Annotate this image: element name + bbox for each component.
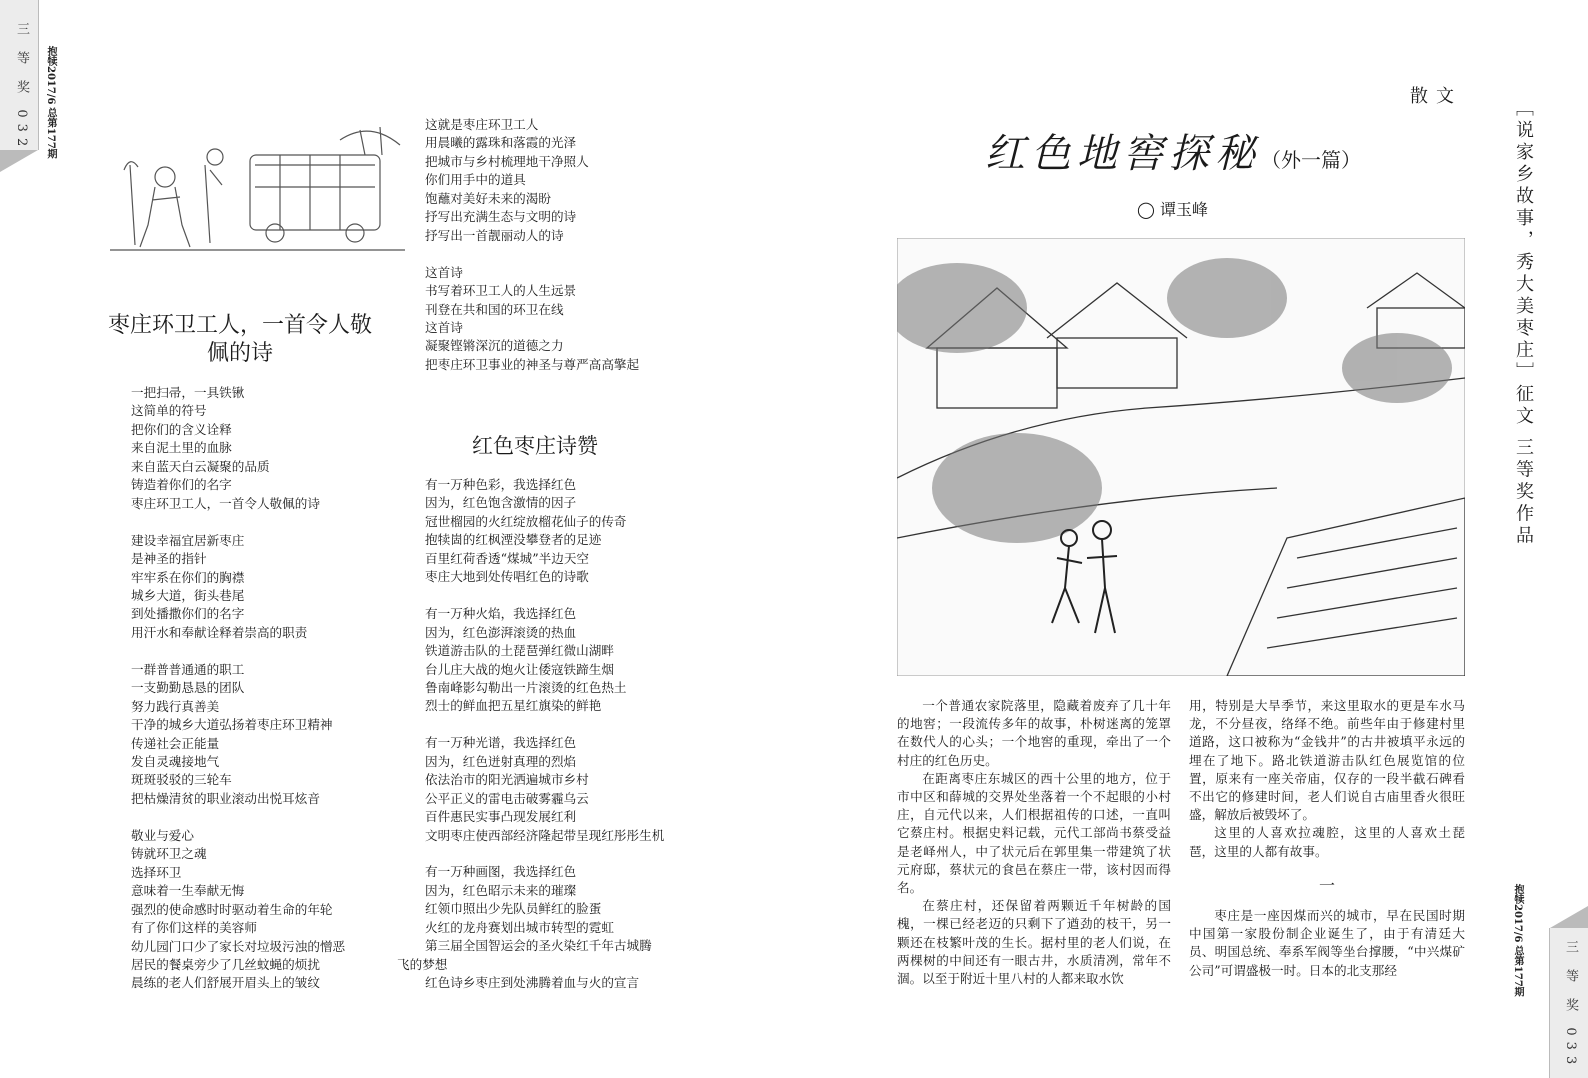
poem-line: 居民的餐桌旁少了几丝蚊蝇的烦扰 bbox=[131, 957, 320, 972]
poem-line: 铁道游击队的土琵琶弹红微山湖畔 bbox=[425, 643, 614, 659]
poem-line: 红领巾照出少先队员鲜红的脸蛋 bbox=[425, 901, 602, 917]
article-paragraph: 一个普通农家院落里，隐藏着废弃了几十年的地窖；一段流传多年的故事，朴树迷离的笼罩在数代人的心头；一个地窖的重现，牵出了一个村庄的红色历史。 bbox=[897, 698, 1171, 768]
poem-line: 干净的城乡大道弘扬着枣庄环卫精神 bbox=[131, 717, 333, 733]
article-column-2-top bbox=[1189, 697, 1465, 861]
poem-line: 这简单的符号 bbox=[131, 403, 207, 419]
poem-line: 百件惠民实事凸现发展红利 bbox=[425, 809, 577, 825]
poem-line: 依法治市的阳光洒遍城市乡村 bbox=[425, 772, 589, 788]
poem-line: 凝聚铿锵深沉的道德之力 bbox=[425, 338, 564, 354]
poem-line: 晨练的老人们舒展开眉头上的皱纹 bbox=[131, 975, 320, 991]
article-paragraph: 在距离枣庄东城区的西十公里的地方，位于市中区和薛城的交界处坐落着一个不起眼的小村庄，自元代以来，人们根据祖传的口述，一直叫它蔡庄村。根据史料记载，元代工部尚书蔡受益是老峄州人，中了状元后在郭里集一带建筑了状元府邸，蔡状元的食邑在蔡庄一带，该村因而得名。 bbox=[897, 770, 1171, 896]
sanitation-sketch-illustration bbox=[110, 125, 405, 253]
poem-line: 饱蘸对美好未来的渴盼 bbox=[425, 190, 551, 206]
poem-line: 选择环卫 bbox=[131, 864, 182, 880]
left-tab-corner bbox=[0, 150, 38, 172]
poem-line: 冠世榴园的火红绽放榴花仙子的传奇 bbox=[425, 513, 627, 529]
poem-line: 你们用手中的道具 bbox=[425, 172, 526, 188]
poem-line: 用晨曦的露珠和落霞的光泽 bbox=[425, 135, 577, 151]
poem-line: 有一万种光谱，我选择红色 bbox=[425, 735, 577, 751]
poem-line: 有一万种火焰，我选择红色 bbox=[425, 606, 577, 622]
poem-line: 把城市与乡村梳理地干净照人 bbox=[425, 153, 589, 169]
poem-line: 火红的龙舟赛划出城市转型的霓虹 bbox=[425, 919, 614, 935]
poem-line bbox=[425, 845, 664, 863]
poem-line: 鲁南峰影勾勒出一片滚烫的红色热土 bbox=[425, 679, 627, 695]
poem1-title: 枣庄环卫工人，一首令人敬佩的诗 bbox=[107, 313, 372, 366]
poem-line: 烈士的鲜血把五星红旗染的鲜艳 bbox=[425, 698, 602, 714]
poem-line: 抒写出一首靓丽动人的诗 bbox=[425, 227, 564, 243]
poem-line: 是神圣的指针 bbox=[131, 551, 207, 567]
poem-line: 斑斑驳驳的三轮车 bbox=[131, 772, 232, 788]
section-divider: 一 bbox=[1318, 875, 1335, 895]
poem-line: 努力践行真善美 bbox=[131, 698, 220, 714]
poem2-body bbox=[397, 476, 665, 993]
poem-line: 有了你们这样的美容师 bbox=[131, 920, 257, 936]
poem-line: 把枣庄环卫事业的神圣与尊严高高擎起 bbox=[425, 356, 640, 372]
article-paragraph: 用，特别是大旱季节，来这里取水的更是车水马龙，不分昼夜，络绎不绝。前些年由于修建村里道路，这口被称为“金钱井”的古井被填平永远的埋在了地下。路北铁道游击队红色展览馆的位置，原来有一座关帝庙，仅存的一段半截石碑看不出它的修建时间，老人们说自古庙里香火很旺盛，解放后被毁坏了。 bbox=[1189, 698, 1465, 823]
poem-line: 把枯燥清贫的职业滚动出悦耳炫音 bbox=[131, 790, 320, 806]
poem-line: 有一万种色彩，我选择红色 bbox=[425, 477, 577, 492]
poem-line: 把你们的含义诠释 bbox=[131, 421, 232, 437]
left-issue-label: 抱犊2017/6 总第177期 bbox=[45, 46, 56, 159]
poem-line: 建设幸福宜居新枣庄 bbox=[131, 532, 245, 548]
poem-line bbox=[131, 808, 345, 826]
poem-line: 书写着环卫工人的人生远景 bbox=[425, 283, 577, 299]
left-tab-label: 三 等 奖 032 bbox=[14, 22, 29, 153]
contest-sidebar: ［说家乡故事，秀大美枣庄］征文 三等奖作品 bbox=[1513, 98, 1534, 548]
poem-line: 到处播撒你们的名字 bbox=[131, 606, 245, 622]
poem-line: 一把扫帚，一具铁锹 bbox=[131, 385, 245, 400]
article-paragraph: 这里的人喜欢拉魂腔，这里的人喜欢土琵琶，这里的人都有故事。 bbox=[1189, 825, 1465, 859]
poem-line: 台儿庄大战的炮火让倭寇铁蹄生烟 bbox=[425, 661, 614, 677]
poem2-hanging-line-b: 飞的梦想 bbox=[397, 956, 448, 972]
poem-line: 抱犊崮的红枫湮没攀登者的足迹 bbox=[425, 532, 602, 548]
article-author: ◯ 谭玉峰 bbox=[1137, 200, 1208, 219]
poem-line: 发自灵魂接地气 bbox=[131, 754, 220, 770]
poem-line: 百里红荷香透“煤城”半边天空 bbox=[425, 550, 590, 566]
poem-line: 这首诗 bbox=[425, 264, 463, 280]
poem2-lines bbox=[425, 476, 664, 937]
poem1-column-1 bbox=[131, 384, 345, 993]
poem-line: 因为，红色饱含激情的因子 bbox=[425, 495, 577, 511]
poem-line: 因为，红色昭示未来的璀璨 bbox=[425, 882, 577, 898]
poem-line: 枣庄环卫工人，一首令人敬佩的诗 bbox=[131, 495, 320, 511]
article-column-2 bbox=[1189, 697, 1465, 980]
poem-line: 传递社会正能量 bbox=[131, 735, 220, 751]
poem-line bbox=[131, 642, 345, 660]
poem2-hanging-line-a: 第三届全国智运会的圣火染红千年古城腾 bbox=[425, 938, 652, 954]
poem-line: 文明枣庄使西部经济隆起带呈现红彤彤生机 bbox=[425, 827, 665, 843]
article-title: 红色地窖探秘 bbox=[985, 131, 1261, 177]
poem-line: 抒写出充满生态与文明的诗 bbox=[425, 209, 577, 225]
poem-line bbox=[425, 716, 664, 734]
right-tab-label: 三 等 奖 033 bbox=[1563, 940, 1578, 1071]
poem-line bbox=[131, 513, 345, 531]
poem-line: 有一万种画图，我选择红色 bbox=[425, 864, 577, 880]
poem-line: 铸造着你们的名字 bbox=[131, 477, 232, 493]
article-paragraph: 枣庄是一座因煤而兴的城市，早在民国时期中国第一家股份制企业诞生了，由于有清廷大员、明国总统、奉系军阀等坐台撑腰，“中兴煤矿公司”可谓盛极一时。日本的北支那经 bbox=[1189, 908, 1465, 978]
poem-line: 因为，红色澎湃滚烫的热血 bbox=[425, 624, 577, 640]
poem-line: 刊登在共和国的环卫在线 bbox=[425, 301, 564, 317]
poem-line: 公平正义的雷电击破雾霾乌云 bbox=[425, 790, 589, 806]
article-column-2-bottom bbox=[1189, 907, 1465, 980]
poem-line: 铸就环卫之魂 bbox=[131, 846, 207, 862]
poem-line: 这就是枣庄环卫工人 bbox=[425, 117, 539, 132]
article-paragraph: 在蔡庄村，还保留着两颗近千年树龄的国槐，一棵已经老迈的只剩下了遒劲的枝干，另一颗还在枝繁叶茂的生长。据村里的老人们说，在两棵树的中间还有一眼古井，水质清冽，常年不涸。以至于附近十里八村的人都来取水饮 bbox=[897, 898, 1171, 987]
village-illustration bbox=[897, 238, 1465, 676]
right-tab-corner bbox=[1550, 906, 1588, 928]
article-title-block bbox=[985, 122, 1361, 179]
poem1-column-2 bbox=[425, 116, 639, 374]
article-column-1 bbox=[897, 697, 1171, 988]
poem-line: 用汗水和奉献诠释着崇高的职责 bbox=[131, 624, 308, 640]
poem-line: 来自蓝天白云凝聚的品质 bbox=[131, 458, 270, 474]
poem2-title: 红色枣庄诗赞 bbox=[472, 434, 598, 458]
poem-line: 一支勤勤恳恳的团队 bbox=[131, 680, 245, 696]
poem-line: 幼儿园门口少了家长对垃圾污浊的憎恶 bbox=[131, 938, 346, 954]
poem-line: 因为，红色迸射真理的烈焰 bbox=[425, 753, 577, 769]
poem-line: 城乡大道，街头巷尾 bbox=[131, 587, 245, 603]
poem-line: 来自泥土里的血脉 bbox=[131, 440, 232, 456]
section-label: 散文 bbox=[1410, 86, 1462, 107]
poem-line bbox=[425, 245, 639, 263]
poem-line: 牢牢系在你们的胸襟 bbox=[131, 569, 245, 585]
article-subtitle: （外一篇） bbox=[1261, 148, 1361, 172]
poem-line: 强烈的使命感时时驱动着生命的年轮 bbox=[131, 901, 333, 917]
poem2-last-line: 红色诗乡枣庄到处沸腾着血与火的宣言 bbox=[425, 975, 640, 991]
poem-line: 这首诗 bbox=[425, 319, 463, 335]
poem-line bbox=[425, 587, 664, 605]
poem-line: 枣庄大地到处传唱红色的诗歌 bbox=[425, 569, 589, 585]
poem-line: 意味着一生奉献无悔 bbox=[131, 883, 245, 899]
poem-line: 敬业与爱心 bbox=[131, 827, 194, 843]
poem-line: 一群普普通通的职工 bbox=[131, 661, 245, 677]
right-issue-label: 抱犊2017/6 总第177期 bbox=[1512, 884, 1523, 997]
